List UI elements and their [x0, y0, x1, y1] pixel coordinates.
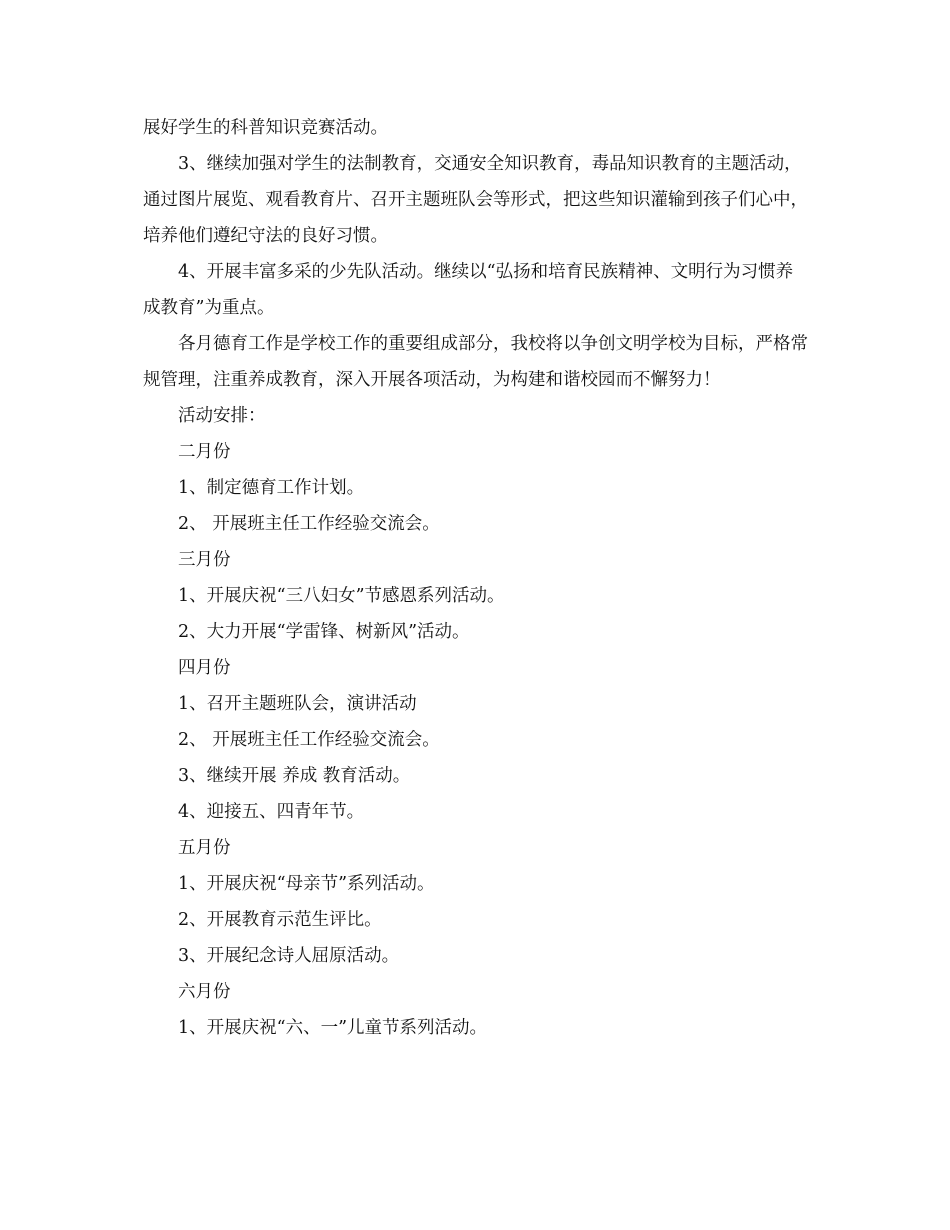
list-item: 3、继续开展 养成 教育活动。 — [178, 766, 411, 786]
month-heading-june: 六月份 — [178, 982, 231, 1002]
month-heading-march: 三月份 — [178, 550, 231, 570]
list-item: 2、 开展班主任工作经验交流会。 — [178, 514, 440, 534]
list-item: 1、开展庆祝“母亲节”系列活动。 — [178, 874, 435, 894]
list-item: 3、开展纪念诗人屈原活动。 — [178, 946, 400, 966]
paragraph-continuation: 展好学生的科普知识竞赛活动。 — [143, 118, 388, 138]
paragraph-pioneer-activities: 4、开展丰富多采的少先队活动。继续以“弘扬和培育民族精神、文明行为习惯养成教育”为重点。 — [143, 262, 794, 318]
list-item: 1、召开主题班队会，演讲活动 — [178, 694, 417, 714]
list-item: 2、大力开展“学雷锋、树新风”活动。 — [178, 622, 470, 642]
month-heading-february: 二月份 — [178, 442, 231, 462]
list-item: 1、开展庆祝“六、一”儿童节系列活动。 — [178, 1018, 488, 1038]
list-item: 2、开展教育示范生评比。 — [178, 910, 382, 930]
list-item: 4、迎接五、四青年节。 — [178, 802, 365, 822]
document-body — [143, 110, 808, 1046]
list-item: 1、开展庆祝“三八妇女”节感恩系列活动。 — [178, 586, 505, 606]
paragraph-summary: 各月德育工作是学校工作的重要组成部分，我校将以争创文明学校为目标，严格常规管理，注重养成教育，深入开展各项活动，为构建和谐校园而不懈努力！ — [143, 334, 808, 390]
schedule-heading: 活动安排： — [178, 406, 266, 426]
list-item: 1、制定德育工作计划。 — [178, 478, 365, 498]
month-heading-april: 四月份 — [178, 658, 231, 678]
month-heading-may: 五月份 — [178, 838, 231, 858]
paragraph-law-education: 3、继续加强对学生的法制教育，交通安全知识教育，毒品知识教育的主题活动，通过图片展览、观看教育片、召开主题班队会等形式，把这些知识灌输到孩子们心中，培养他们遵纪守法的良好习惯。 — [143, 154, 808, 246]
list-item: 2、 开展班主任工作经验交流会。 — [178, 730, 440, 750]
